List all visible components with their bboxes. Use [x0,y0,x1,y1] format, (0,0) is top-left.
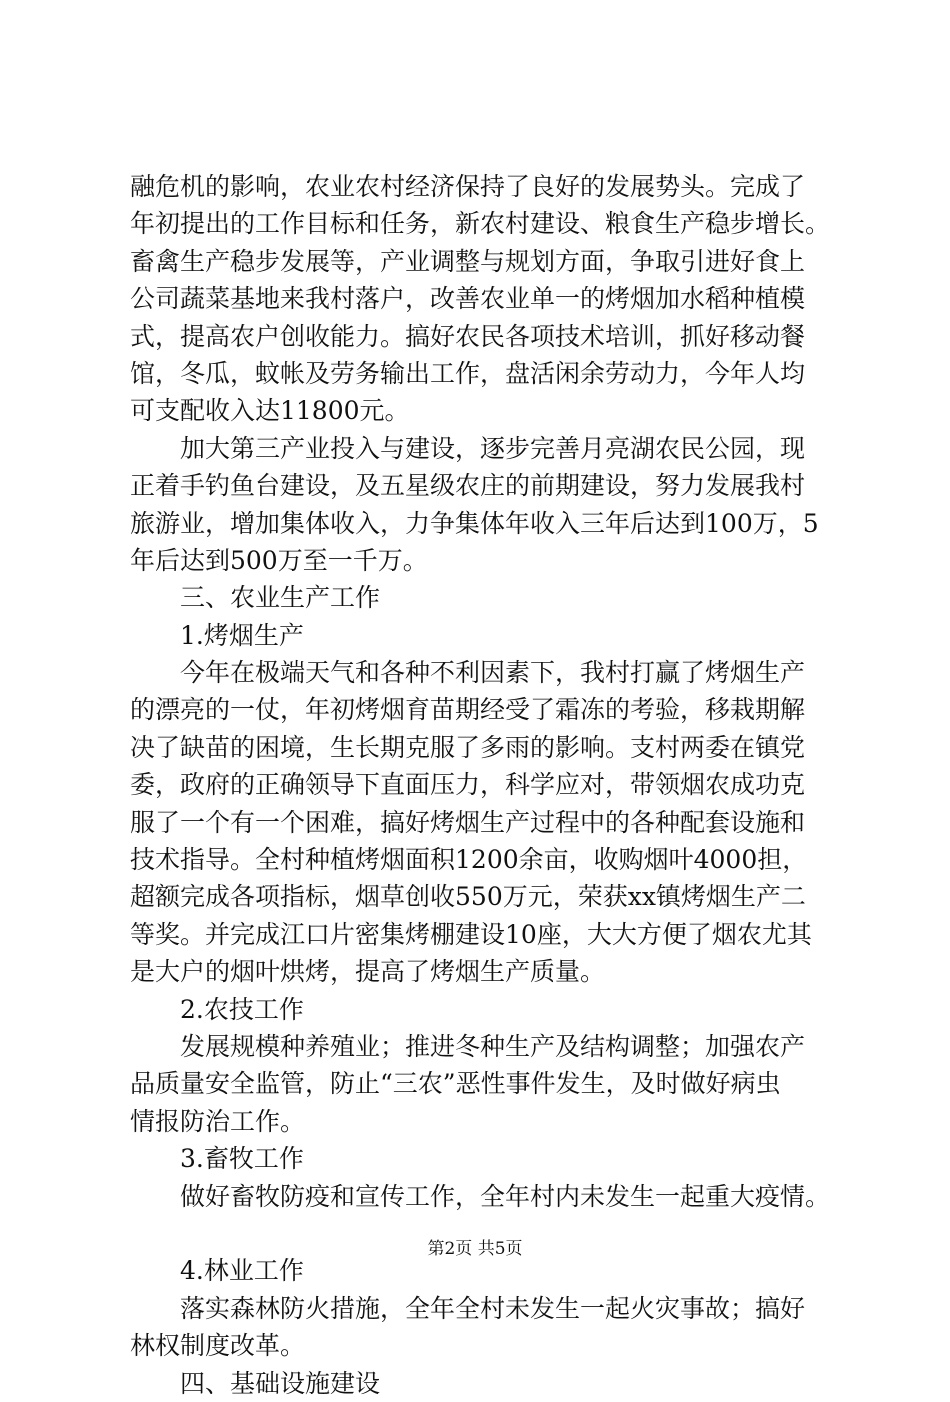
text-line: 式，提高农户创收能力。搞好农民各项技术培训，抓好移动餐 [130,321,806,351]
text-line: 服了一个有一个困难，搞好烤烟生产过程中的各种配套设施和 [130,807,806,837]
text-line: 馆，冬瓜，蚊帐及劳务输出工作，盘活闲余劳动力，今年人均 [130,358,806,388]
text-line: 委，政府的正确领导下直面压力，科学应对，带领烟农成功克 [130,770,806,800]
text-line: 公司蔬菜基地来我村落户，改善农业单一的烤烟加水稻种植模 [130,284,806,314]
subsection-heading: 2.农技工作 [180,994,304,1024]
paragraph-start: 落实森林防火措施，全年全村未发生一起火灾事故；搞好 [180,1293,806,1323]
paragraph-start: 发展规模种养殖业；推进冬种生产及结构调整；加强农产 [180,1031,806,1061]
subsection-heading: 4.林业工作 [180,1256,304,1286]
text-line: 林权制度改革。 [130,1331,306,1361]
subsection-heading: 3.畜牧工作 [180,1144,304,1174]
text-line: 年后达到500万至一千万。 [130,545,428,575]
paragraph-start: 今年在极端天气和各种不利因素下，我村打赢了烤烟生产 [180,658,806,688]
text-line: 旅游业，增加集体收入，力争集体年收入三年后达到100万，5 [130,508,819,538]
text-line: 畜禽生产稳步发展等，产业调整与规划方面，争取引进好食上 [130,246,806,276]
section-heading: 四、基础设施建设 [180,1368,381,1398]
paragraph-start: 加大第三产业投入与建设，逐步完善月亮湖农民公园，现 [180,433,806,463]
text-line: 超额完成各项指标，烟草创收550万元，荣获xx镇烤烟生产二 [130,882,806,912]
text-line: 年初提出的工作目标和任务，新农村建设、粮食生产稳步增长。 [130,209,831,239]
text-line: 技术指导。全村种植烤烟面积1200余亩，收购烟叶4000担， [130,845,808,875]
section-heading: 三、农业生产工作 [180,583,381,613]
text-line: 等奖。并完成江口片密集烤棚建设10座，大大方便了烟农尤其 [130,919,812,949]
document-body [130,168,850,1402]
paragraph-start: 做好畜牧防疫和宣传工作，全年村内未发生一起重大疫情。 [180,1181,831,1211]
text-line: 正着手钓鱼台建设，及五星级农庄的前期建设，努力发展我村 [130,471,806,501]
text-line: 决了缺苗的困境，生长期克服了多雨的影响。支村两委在镇党 [130,732,806,762]
text-line: 融危机的影响，农业农村经济保持了良好的发展势头。完成了 [130,172,806,201]
page-footer [0,1237,950,1261]
text-line: 情报防治工作。 [130,1106,306,1136]
text-line: 的漂亮的一仗，年初烤烟育苗期经受了霜冻的考验，移栽期解 [130,695,806,725]
page-number: 第2页 共5页 [427,1239,523,1259]
subsection-heading: 1.烤烟生产 [180,620,304,650]
text-line: 品质量安全监管，防止“三农”恶性事件发生，及时做好病虫 [130,1069,781,1099]
text-line: 是大户的烟叶烘烤，提高了烤烟生产质量。 [130,957,606,987]
text-line: 可支配收入达11800元。 [130,396,410,426]
